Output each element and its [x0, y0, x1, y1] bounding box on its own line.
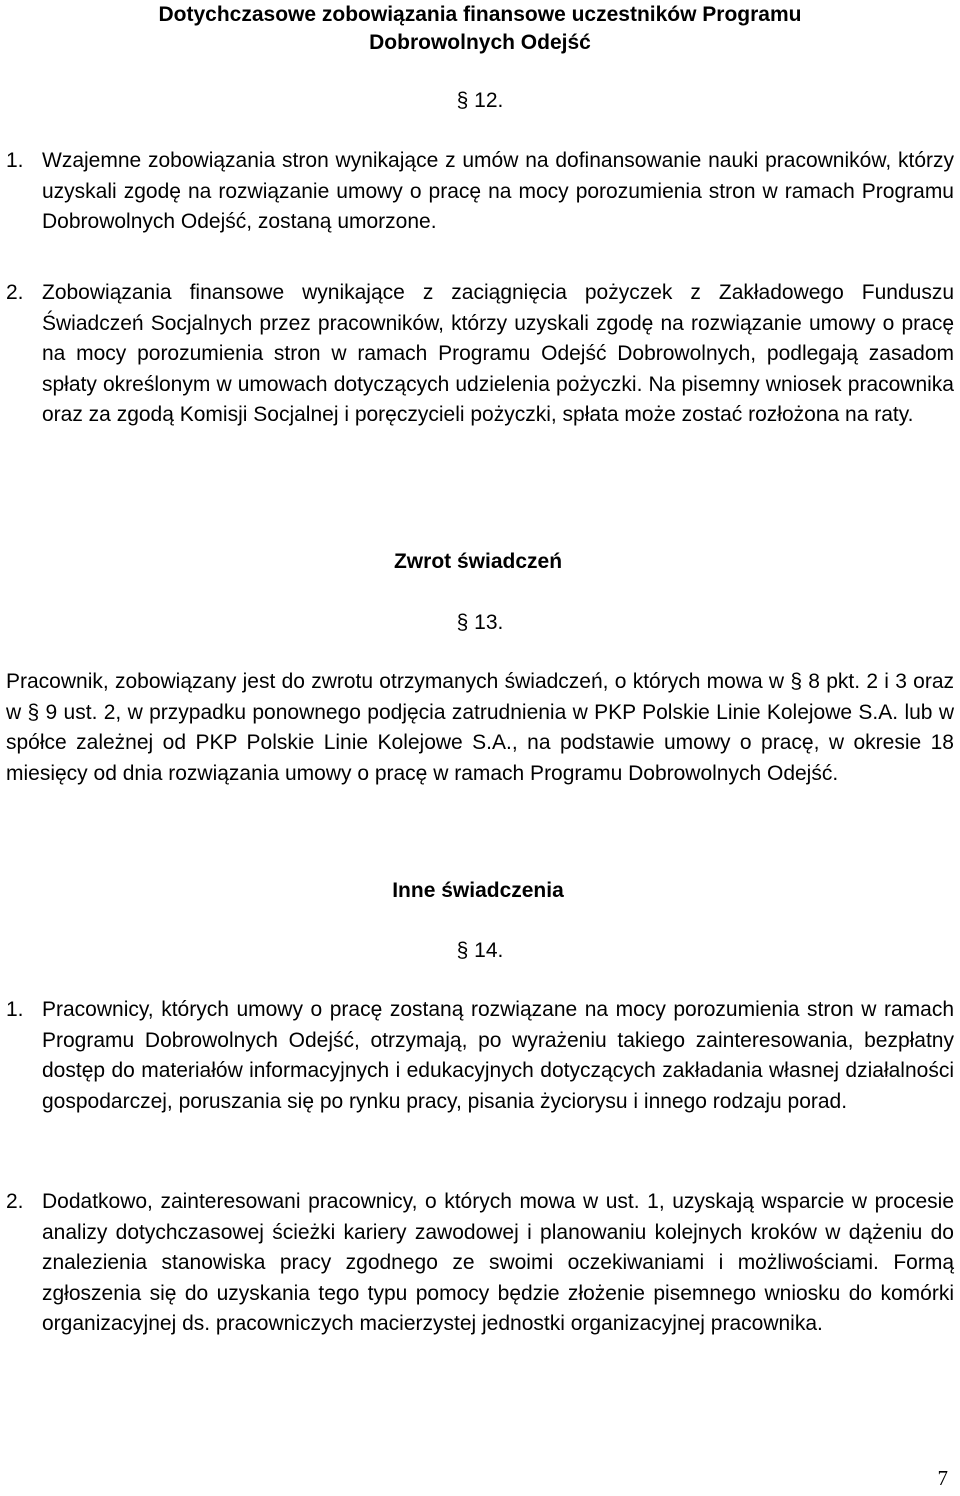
- s12-item-1-text: Wzajemne zobowiązania stron wynikające z umów na dofinansowanie nauki pracowników, którzy uzyskali zgodę na rozwiązanie umowy o pracę na mocy porozumienia stron w ramach Programu Dobrowolnych Odejść, zostaną umorzone.: [42, 149, 954, 234]
- s13-paragraph: Pracownik, zobowiązany jest do zwrotu otrzymanych świadczeń, o których mowa w § 8 pkt. 2 i 3 oraz w § 9 ust. 2, w przypadku ponownego podjęcia zatrudnienia w PKP Polskie Linie Kolejowe S.A. lub w spółce zależnej od PKP Polskie Linie Kolejowe S.A., na podstawie umowy o pracę, w okresie 18 miesięcy od dnia rozwiązania umowy o pracę w ramach Programu Dobrowolnych Odejść.: [6, 670, 954, 785]
- section-13-number: § 13.: [456, 611, 504, 634]
- s14-item-1-text: Pracownicy, których umowy o pracę zostaną rozwiązane na mocy porozumienia stron w ramach Programu Dobrowolnych Odejść, otrzymają, po wyrażeniu takiego zainteresowania, bezpłatny dostęp do materiałów informacyjnych i edukacyjnych dotyczących zakładania własnej działalności gospodarczej, poruszania się po rynku pracy, pisania życiorysu i innego rodzaju porad.: [42, 998, 954, 1113]
- s12-item-2-text: Zobowiązania finansowe wynikające z zaciągnięcia pożyczek z Zakładowego Funduszu Świadczeń Socjalnych przez pracowników, którzy uzyskali zgodę na rozwiązanie umowy o pracę na mocy porozumienia stron w ramach Programu Odejść Dobrowolnych, podlegają zasadom spłaty określonym w umowach dotyczących udzielenia pożyczki. Na pisemny wniosek pracownika oraz za zgodą Komisji Socjalnej i poręczycieli pożyczki, spłata może zostać rozłożona na raty.: [42, 281, 954, 427]
- section-13-title: Zwrot świadczeń: [393, 550, 563, 573]
- s14-item-2-number: 2.: [6, 1190, 24, 1213]
- s14-item-1-number: 1.: [6, 998, 24, 1021]
- s12-item-1-number: 1.: [6, 149, 24, 172]
- s14-item-2-text: Dodatkowo, zainteresowani pracownicy, o których mowa w ust. 1, uzyskają wsparcie w procesie analizy dotychczasowej ścieżki kariery zawodowej i planowaniu kolejnych kroków w dążeniu do znalezienia stanowiska pracy zgodnego ze swoimi oczekiwaniami i możliwościami. Formą zgłoszenia się do uzyskania tego typu pomocy będzie złożenie pisemnego wniosku do komórki organizacyjnej ds. pracowniczych macierzystej jednostki organizacyjnej pracownika.: [42, 1190, 954, 1336]
- s12-item-2-number: 2.: [6, 281, 24, 304]
- page-number: 7: [937, 1466, 948, 1490]
- heading-line-1: Dotychczasowe zobowiązania finansowe uczestników Programu: [158, 3, 802, 26]
- section-14-title: Inne świadczenia: [392, 879, 564, 902]
- section-14-number: § 14.: [456, 939, 504, 962]
- section-12-number: § 12.: [456, 89, 504, 112]
- heading-line-2: Dobrowolnych Odejść: [369, 31, 591, 54]
